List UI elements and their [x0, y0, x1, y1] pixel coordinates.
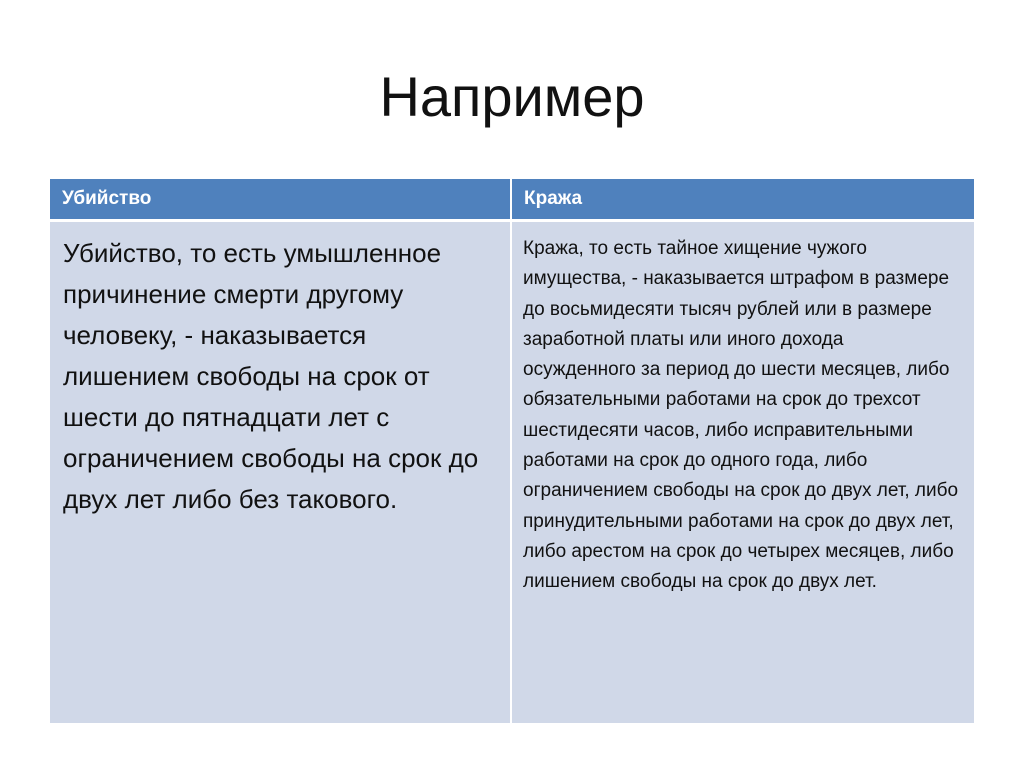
header-murder: Убийство [50, 179, 511, 221]
cell-theft-text: Кража, то есть тайное хищение чужого имущества, - наказывается штрафом в размере до восьмидесяти тысяч рублей или в размере заработной платы или иного дохода осужденного за период до шести месяцев, либо обязательными работами на срок до трехсот шестидесяти часов, либо исправительными работами на срок до одного года, либо ограничением свободы на срок до двух лет, либо принудительными работами на срок до двух лет, либо арестом на срок до четырех месяцев, либо лишением свободы на срок до двух лет. [523, 238, 959, 593]
cell-murder-text: Убийство, то есть умышленное причинение смерти другому человеку, - наказывается лишением свободы на срок от шести до пятнадцати лет с ограничением свободы на срок до двух лет либо без такового. [63, 238, 479, 514]
comparison-table [50, 179, 974, 723]
table-header-row [50, 179, 974, 221]
table-row [50, 221, 974, 724]
header-theft: Кража [511, 179, 974, 221]
slide-title: Например [379, 65, 645, 128]
